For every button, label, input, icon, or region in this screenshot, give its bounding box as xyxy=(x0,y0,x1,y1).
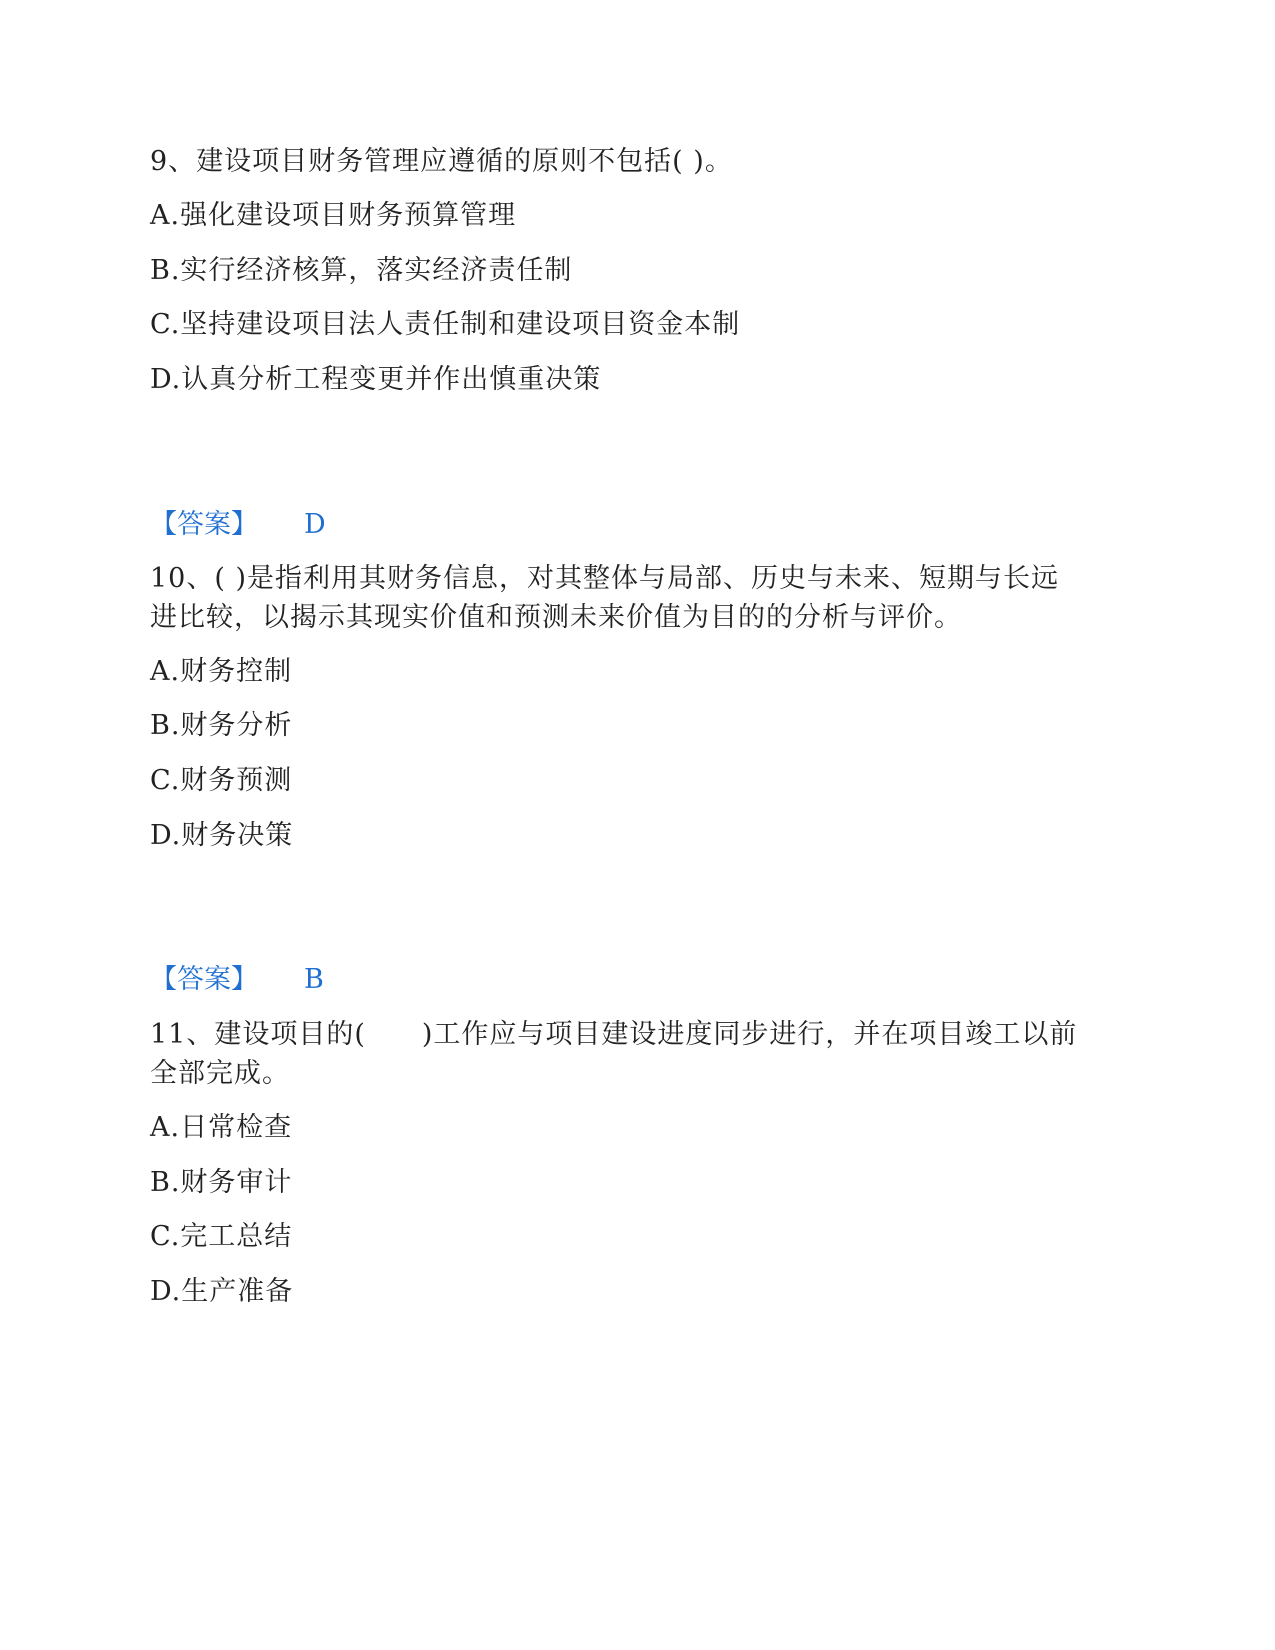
question-11-stem-line-1: 11、建设项目的( )工作应与项目建设进度同步进行，并在项目竣工以前 xyxy=(150,1019,1078,1050)
question-9-option-b: B.实行经济核算，落实经济责任制 xyxy=(150,255,573,286)
answer-letter: B xyxy=(304,964,324,995)
answer-label: 【答案】 xyxy=(150,509,258,540)
question-9-option-a: A.强化建设项目财务预算管理 xyxy=(150,200,517,231)
answer-label: 【答案】 xyxy=(150,964,258,995)
question-10-option-c: C.财务预测 xyxy=(150,765,293,796)
question-11-option-b: B.财务审计 xyxy=(150,1167,293,1198)
question-11-option-d: D.生产准备 xyxy=(150,1276,294,1307)
question-10-option-d: D.财务决策 xyxy=(150,820,294,851)
question-10-stem-line-1: 10、( )是指利用其财务信息，对其整体与局部、历史与未来、短期与长远 xyxy=(150,563,1060,594)
question-11-stem-line-2: 全部完成。 xyxy=(150,1058,290,1089)
question-11-option-c: C.完工总结 xyxy=(150,1221,293,1252)
question-9-answer xyxy=(150,505,326,545)
answer-letter: D xyxy=(304,509,326,540)
question-9-stem: 9、建设项目财务管理应遵循的原则不包括( )。 xyxy=(150,146,733,177)
question-11-option-a: A.日常检查 xyxy=(150,1112,293,1143)
question-10-option-b: B.财务分析 xyxy=(150,710,293,741)
question-9-option-d: D.认真分析工程变更并作出慎重决策 xyxy=(150,364,602,395)
question-9-option-c: C.坚持建设项目法人责任制和建设项目资金本制 xyxy=(150,309,741,340)
question-10-answer xyxy=(150,960,324,1000)
question-10-stem-line-2: 进比较，以揭示其现实价值和预测未来价值为目的的分析与评价。 xyxy=(150,602,962,633)
question-10-option-a: A.财务控制 xyxy=(150,656,293,687)
